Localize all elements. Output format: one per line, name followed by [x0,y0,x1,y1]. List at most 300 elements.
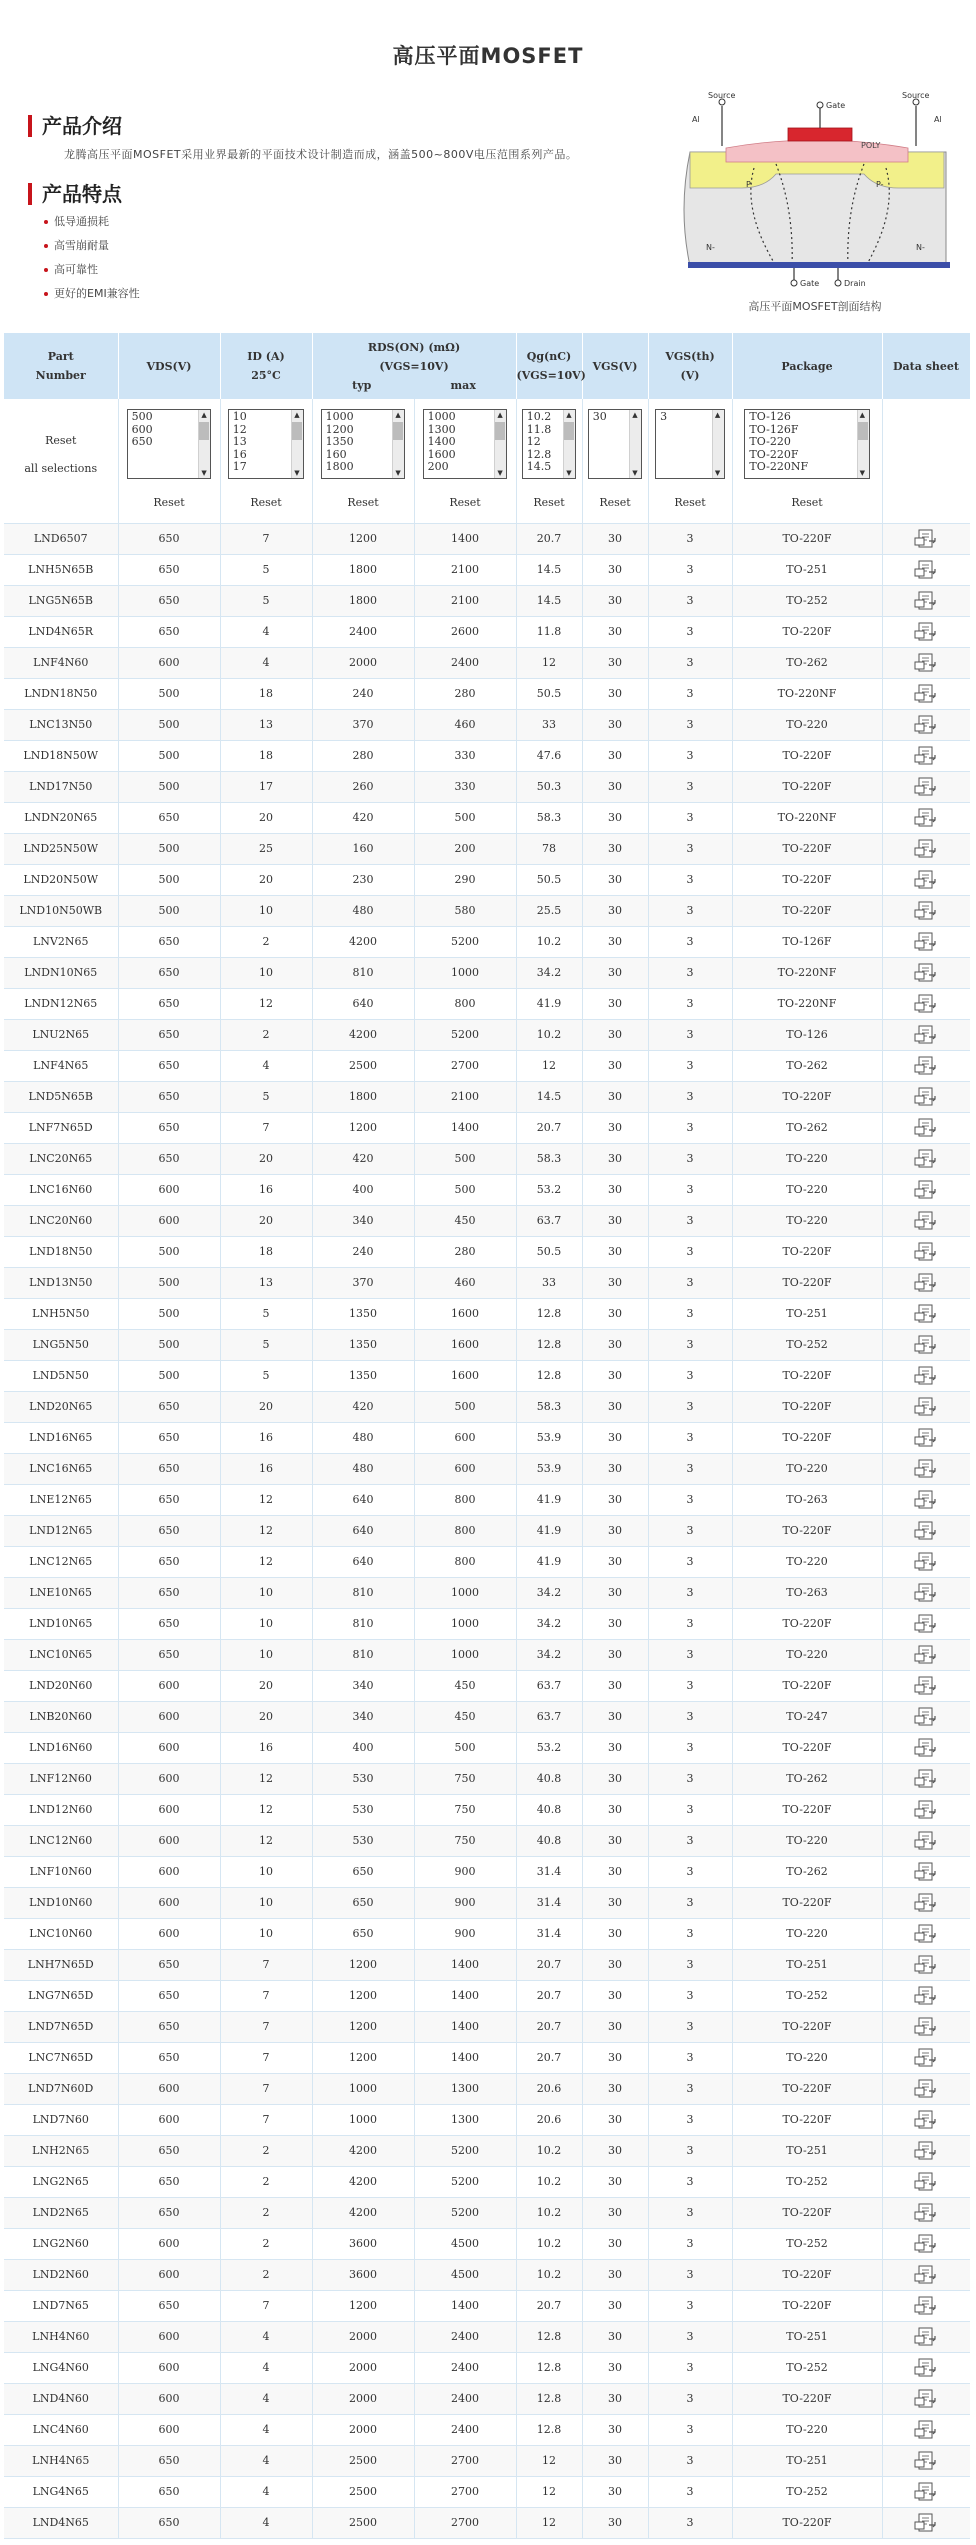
document-download-icon[interactable] [914,746,938,766]
cell-package: TO-220F [732,740,882,771]
document-download-icon[interactable] [914,2234,938,2254]
cell-vds: 600 [118,2259,220,2290]
cell-vgsth: 3 [648,957,732,988]
cell-rds-typ: 240 [312,678,414,709]
cell-vgs: 30 [582,678,648,709]
filter-option[interactable]: 1400 [427,435,456,448]
document-download-icon[interactable] [914,1025,938,1045]
document-download-icon[interactable] [914,2141,938,2161]
cell-datasheet [882,2042,970,2073]
cell-package: TO-220F [732,2011,882,2042]
filter-option[interactable]: 12 [232,422,247,436]
cell-qg: 20.7 [516,523,582,554]
document-download-icon[interactable] [914,1149,938,1169]
cell-rds-max: 500 [414,802,516,833]
cell-vgsth: 3 [648,1515,732,1546]
filter-option[interactable]: 200 [427,460,449,473]
cell-rds-max: 600 [414,1453,516,1484]
cell-part-number: LNC16N60 [4,1174,118,1205]
cell-datasheet [882,1236,970,1267]
table-row [4,864,970,895]
filter-option[interactable]: TO-126 [749,410,791,423]
document-download-icon[interactable] [914,1800,938,1820]
table-row [4,988,970,1019]
cell-vgsth: 3 [648,2135,732,2166]
cell-vgsth: 3 [648,647,732,678]
cell-datasheet [882,2476,970,2507]
document-download-icon[interactable] [914,1056,938,1076]
cell-vgsth: 3 [648,2011,732,2042]
filter-option[interactable]: 11.8 [526,422,552,436]
vgs-filter-listbox[interactable] [588,409,643,479]
cell-part-number: LND10N65 [4,1608,118,1639]
cell-vgsth: 3 [648,1050,732,1081]
table-row [4,2104,970,2135]
cell-id: 7 [220,1112,312,1143]
cell-id: 4 [220,2445,312,2476]
cell-package: TO-220 [732,1546,882,1577]
drain-label: Drain [844,279,866,288]
cell-vgs: 30 [582,1980,648,2011]
filter-cell-rds-typ [312,399,414,523]
document-download-icon[interactable] [914,839,938,859]
document-download-icon[interactable] [914,2265,938,2285]
document-download-icon[interactable] [914,870,938,890]
cell-package: TO-220F [732,2197,882,2228]
document-download-icon[interactable] [914,622,938,642]
cell-part-number: LNF4N65 [4,1050,118,1081]
cell-qg: 50.3 [516,771,582,802]
document-download-icon[interactable] [914,1707,938,1727]
scrollbar[interactable] [392,410,404,478]
cell-part-number: LNB20N60 [4,1701,118,1732]
cell-vgs: 30 [582,2352,648,2383]
filter-option[interactable]: 17 [232,460,247,473]
cell-rds-max: 5200 [414,926,516,957]
cell-package: TO-220F [732,771,882,802]
filter-option[interactable]: 160 [325,447,347,461]
document-download-icon[interactable] [914,2110,938,2130]
cell-rds-typ: 640 [312,988,414,1019]
vds-filter-listbox[interactable] [127,409,212,479]
cell-datasheet [882,988,970,1019]
cell-part-number: LND18N50 [4,1236,118,1267]
cell-rds-max: 800 [414,1546,516,1577]
cell-part-number: LNH7N65D [4,1949,118,1980]
cell-rds-max: 5200 [414,1019,516,1050]
filter-cell-vgs [582,399,648,523]
document-download-icon[interactable] [914,715,938,735]
cell-package: TO-220 [732,709,882,740]
document-download-icon[interactable] [914,1614,938,1634]
document-download-icon[interactable] [914,1335,938,1355]
cell-rds-typ: 4200 [312,2135,414,2166]
cell-vgsth: 3 [648,2507,732,2538]
cell-rds-typ: 650 [312,1918,414,1949]
cell-package: TO-220F [732,1670,882,1701]
cell-id: 2 [220,2197,312,2228]
scrollbar[interactable] [291,410,303,478]
cell-rds-max: 280 [414,1236,516,1267]
filter-option[interactable]: 10 [232,410,247,423]
cell-rds-typ: 1000 [312,2073,414,2104]
reset-all-button[interactable]: Reset all selections [4,399,118,523]
rds-typ-reset-button[interactable]: Reset [347,496,379,509]
document-download-icon[interactable] [914,2079,938,2099]
cell-part-number: LNDN20N65 [4,802,118,833]
document-download-icon[interactable] [914,1273,938,1293]
intro-text: 龙腾高压平面MOSFET采用业界最新的平面技术设计制造而成，涵盖500~800V电压范围系列产品。 [64,148,578,161]
cell-vgsth: 3 [648,1422,732,1453]
cell-datasheet [882,2507,970,2538]
cell-qg: 58.3 [516,1143,582,1174]
document-download-icon[interactable] [914,1459,938,1479]
cell-datasheet [882,1050,970,1081]
vgs-reset-button[interactable]: Reset [599,496,631,509]
cell-vds: 650 [118,1019,220,1050]
filter-option[interactable]: 500 [131,410,153,423]
filter-cell-empty [882,399,970,523]
document-download-icon[interactable] [914,2358,938,2378]
cell-id: 10 [220,895,312,926]
filter-option[interactable]: TO-220F [749,447,799,461]
cell-vgsth: 3 [648,1918,732,1949]
document-download-icon[interactable] [914,1893,938,1913]
document-download-icon[interactable] [914,1118,938,1138]
col-id: ID (A) 25°C [220,333,312,399]
document-download-icon[interactable] [914,684,938,704]
cell-rds-max: 500 [414,1391,516,1422]
filter-option[interactable]: 14.5 [526,460,552,473]
cell-vgs: 30 [582,771,648,802]
cell-package: TO-251 [732,2135,882,2166]
cell-vgs: 30 [582,1298,648,1329]
document-download-icon[interactable] [914,1986,938,2006]
document-download-icon[interactable] [914,2327,938,2347]
filter-option[interactable]: 1000 [427,410,456,423]
cell-package: TO-251 [732,1298,882,1329]
cell-vds: 650 [118,988,220,1019]
cell-qg: 41.9 [516,1484,582,1515]
scrollbar[interactable] [629,410,641,478]
cell-part-number: LNG5N65B [4,585,118,616]
cell-qg: 53.2 [516,1174,582,1205]
cell-vgs: 30 [582,1732,648,1763]
cell-rds-typ: 2000 [312,2414,414,2445]
cell-package: TO-263 [732,1484,882,1515]
cell-vds: 600 [118,647,220,678]
document-download-icon[interactable] [914,1924,938,1944]
cell-id: 10 [220,1577,312,1608]
cell-rds-max: 290 [414,864,516,895]
col-vds: VDS(V) [118,333,220,399]
package-reset-button[interactable]: Reset [791,496,823,509]
vgsth-reset-button[interactable]: Reset [674,496,706,509]
cell-package: TO-252 [732,2476,882,2507]
filter-option[interactable]: 12 [526,435,541,448]
cell-datasheet [882,523,970,554]
filter-option[interactable]: 1000 [325,410,354,423]
table-row [4,1081,970,1112]
cell-part-number: LNH5N65B [4,554,118,585]
document-download-icon[interactable] [914,1490,938,1510]
cell-vgs: 30 [582,2476,648,2507]
cell-rds-max: 5200 [414,2135,516,2166]
rds-max-reset-button[interactable]: Reset [449,496,481,509]
cell-rds-typ: 530 [312,1825,414,1856]
qg-reset-button[interactable]: Reset [533,496,565,509]
cell-vds: 500 [118,740,220,771]
rds-typ-filter-listbox[interactable] [321,409,406,479]
filter-option[interactable]: 10.2 [526,410,552,423]
cell-package: TO-126 [732,1019,882,1050]
document-download-icon[interactable] [914,2203,938,2223]
cell-datasheet [882,2073,970,2104]
cell-vgs: 30 [582,585,648,616]
cell-package: TO-220 [732,1918,882,1949]
cell-datasheet [882,2383,970,2414]
cell-vds: 650 [118,957,220,988]
document-download-icon[interactable] [914,2048,938,2068]
cell-vgs: 30 [582,2073,648,2104]
cell-vgs: 30 [582,1949,648,1980]
cell-package: TO-220F [732,1081,882,1112]
cell-part-number: LND12N60 [4,1794,118,1825]
document-download-icon[interactable] [914,2513,938,2533]
cell-package: TO-220 [732,1825,882,1856]
cell-qg: 10.2 [516,2228,582,2259]
document-download-icon[interactable] [914,2389,938,2409]
document-download-icon[interactable] [914,2482,938,2502]
cell-rds-max: 750 [414,1763,516,1794]
id-reset-button[interactable]: Reset [250,496,282,509]
cell-package: TO-220F [732,523,882,554]
cell-id: 2 [220,926,312,957]
document-download-icon[interactable] [914,2017,938,2037]
cell-part-number: LNDN10N65 [4,957,118,988]
document-download-icon[interactable] [914,1769,938,1789]
table-row [4,2073,970,2104]
cell-part-number: LNE10N65 [4,1577,118,1608]
document-download-icon[interactable] [914,777,938,797]
filter-option[interactable]: 650 [131,435,153,448]
document-download-icon[interactable] [914,1211,938,1231]
filter-option[interactable]: 1600 [427,447,456,461]
cell-datasheet [882,1515,970,1546]
document-download-icon[interactable] [914,2451,938,2471]
cell-package: TO-262 [732,1050,882,1081]
qg-filter-listbox[interactable] [522,409,577,479]
cell-vds: 600 [118,1887,220,1918]
cell-vds: 650 [118,1577,220,1608]
cell-id: 20 [220,1143,312,1174]
cell-datasheet [882,1329,970,1360]
table-row [4,2197,970,2228]
cell-id: 7 [220,1980,312,2011]
cell-rds-max: 2100 [414,554,516,585]
vgsth-filter-listbox[interactable] [655,409,725,479]
cell-qg: 20.6 [516,2104,582,2135]
vds-reset-button[interactable]: Reset [153,496,185,509]
scrollbar[interactable] [494,410,506,478]
document-download-icon[interactable] [914,560,938,580]
cell-package: TO-220F [732,1515,882,1546]
document-download-icon[interactable] [914,901,938,921]
document-download-icon[interactable] [914,653,938,673]
cell-vgsth: 3 [648,1329,732,1360]
filter-option[interactable]: 1200 [325,422,354,436]
cell-part-number: LNE12N65 [4,1484,118,1515]
cell-id: 7 [220,2104,312,2135]
document-download-icon[interactable] [914,2296,938,2316]
document-download-icon[interactable] [914,529,938,549]
scrollbar[interactable] [198,410,210,478]
document-download-icon[interactable] [914,1645,938,1665]
cell-datasheet [882,2135,970,2166]
table-row [4,2383,970,2414]
cell-datasheet [882,2352,970,2383]
id-filter-listbox[interactable] [228,409,304,479]
document-download-icon[interactable] [914,1428,938,1448]
document-download-icon[interactable] [914,1583,938,1603]
document-download-icon[interactable] [914,1521,938,1541]
document-download-icon[interactable] [914,963,938,983]
table-row [4,1484,970,1515]
cell-id: 12 [220,1484,312,1515]
cell-vds: 650 [118,1639,220,1670]
cell-rds-max: 2400 [414,2352,516,2383]
table-row [4,1112,970,1143]
cell-rds-max: 800 [414,1484,516,1515]
document-download-icon[interactable] [914,1862,938,1882]
cell-id: 10 [220,1608,312,1639]
cell-rds-typ: 650 [312,1887,414,1918]
intro-heading: 产品介绍 [28,115,122,137]
filter-option[interactable]: 12.8 [526,447,552,461]
filter-option[interactable]: TO-220NF [749,460,809,473]
document-download-icon[interactable] [914,1831,938,1851]
filter-option[interactable]: TO-220 [749,435,791,448]
cell-rds-typ: 3600 [312,2259,414,2290]
cell-part-number: LNC20N65 [4,1143,118,1174]
document-download-icon[interactable] [914,1552,938,1572]
document-download-icon[interactable] [914,1366,938,1386]
scrollbar[interactable] [712,410,724,478]
cell-datasheet [882,740,970,771]
cell-rds-typ: 340 [312,1701,414,1732]
document-download-icon[interactable] [914,2420,938,2440]
table-row [4,1360,970,1391]
cell-datasheet [882,2290,970,2321]
cell-package: TO-220 [732,1174,882,1205]
cell-id: 25 [220,833,312,864]
cell-rds-typ: 4200 [312,2197,414,2228]
document-download-icon[interactable] [914,1676,938,1696]
cell-datasheet [882,1639,970,1670]
cell-rds-typ: 480 [312,1422,414,1453]
cell-vgsth: 3 [648,616,732,647]
cell-rds-typ: 1350 [312,1329,414,1360]
cell-vds: 650 [118,585,220,616]
cell-rds-typ: 1200 [312,2011,414,2042]
rds-max-filter-listbox[interactable] [423,409,508,479]
cell-datasheet [882,1143,970,1174]
filter-option[interactable]: 1800 [325,460,354,473]
document-download-icon[interactable] [914,1304,938,1324]
package-filter-listbox[interactable] [744,409,869,479]
filter-option[interactable]: 1350 [325,435,354,448]
cell-id: 7 [220,2290,312,2321]
scrollbar[interactable] [857,410,869,478]
document-download-icon[interactable] [914,1955,938,1975]
cell-rds-max: 200 [414,833,516,864]
filter-option[interactable]: 1300 [427,422,456,436]
cell-qg: 50.5 [516,864,582,895]
filter-option[interactable]: 30 [592,410,607,423]
cell-rds-max: 460 [414,1267,516,1298]
cell-rds-max: 800 [414,988,516,1019]
cell-vgsth: 3 [648,1825,732,1856]
table-header-row [4,333,970,399]
document-download-icon[interactable] [914,2172,938,2192]
document-download-icon[interactable] [914,1087,938,1107]
cell-datasheet [882,554,970,585]
cell-id: 5 [220,1329,312,1360]
cell-vds: 650 [118,1453,220,1484]
cell-rds-max: 330 [414,740,516,771]
table-row [4,1453,970,1484]
cell-rds-typ: 370 [312,1267,414,1298]
cell-vgsth: 3 [648,833,732,864]
cell-rds-max: 1400 [414,2011,516,2042]
cell-qg: 20.7 [516,1112,582,1143]
cell-vgs: 30 [582,2042,648,2073]
poly-label: POLY [861,141,881,150]
filter-option[interactable]: 16 [232,447,247,461]
cell-part-number: LNG7N65D [4,1980,118,2011]
filter-option[interactable]: 3 [660,410,668,423]
filter-option[interactable]: 600 [131,422,153,436]
document-download-icon[interactable] [914,591,938,611]
cell-vds: 650 [118,1050,220,1081]
cell-vgsth: 3 [648,1980,732,2011]
filter-option[interactable]: TO-126F [749,422,799,436]
cell-qg: 14.5 [516,554,582,585]
cell-vds: 600 [118,1794,220,1825]
source-right-label: Source [902,91,930,100]
cell-part-number: LND4N60 [4,2383,118,2414]
document-download-icon[interactable] [914,1738,938,1758]
cell-part-number: LNG2N60 [4,2228,118,2259]
document-download-icon[interactable] [914,808,938,828]
cell-vds: 500 [118,895,220,926]
filter-option[interactable]: 13 [232,435,247,448]
document-download-icon[interactable] [914,1242,938,1262]
cell-datasheet [882,2228,970,2259]
document-download-icon[interactable] [914,1180,938,1200]
scrollbar[interactable] [563,410,575,478]
document-download-icon[interactable] [914,1397,938,1417]
cell-rds-max: 2700 [414,2507,516,2538]
document-download-icon[interactable] [914,932,938,952]
cell-qg: 20.7 [516,2042,582,2073]
cell-vgsth: 3 [648,740,732,771]
cell-rds-typ: 810 [312,957,414,988]
cell-vgs: 30 [582,1577,648,1608]
feature-item: 高雪崩耐量 [44,238,140,262]
document-download-icon[interactable] [914,994,938,1014]
cell-vgsth: 3 [648,864,732,895]
